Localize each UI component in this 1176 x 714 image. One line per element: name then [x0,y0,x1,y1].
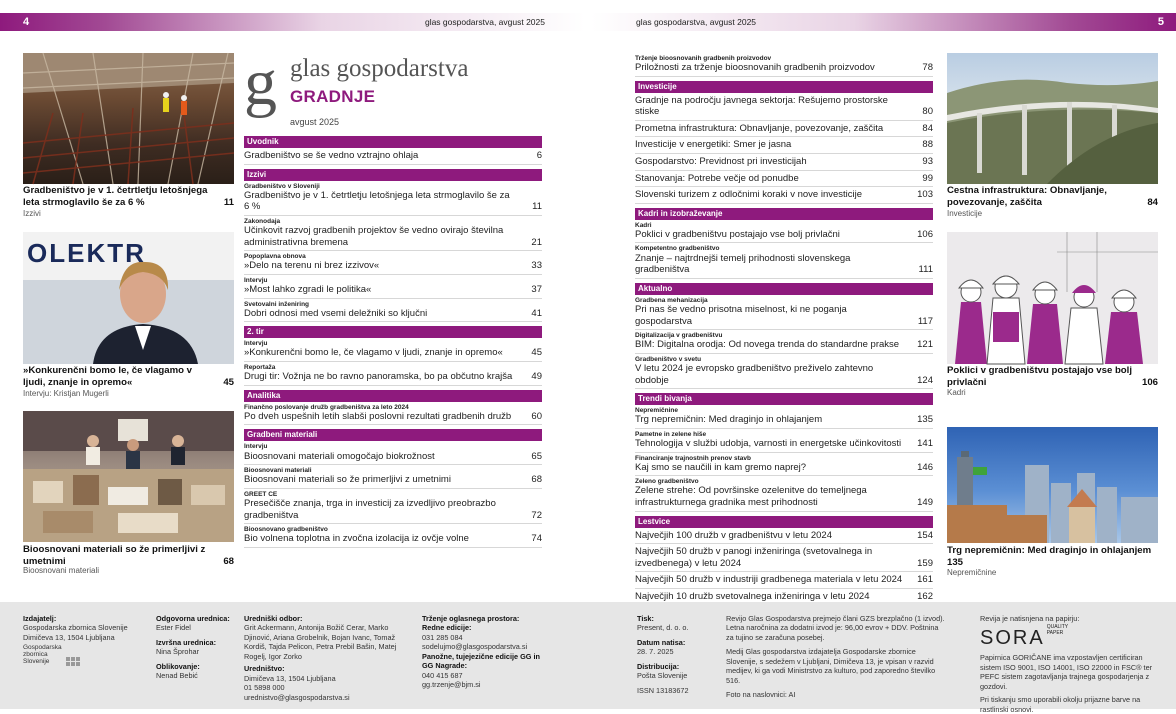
toc-entry[interactable] [244,474,542,489]
toc-entry-title: Učinkovit razvoj gradbenih projektov še vedno ovirajo številna administrativna bremena [244,225,504,248]
toc-right-column [635,53,933,609]
toc-entry-page: 121 [917,339,933,351]
toc-kicker: Gradbena mehanizacija [635,296,708,304]
toc-section-header: Lestvice [635,516,933,528]
skyline-illustration [947,427,1158,543]
feature-sub-1: Izzivi [23,209,41,218]
toc-entry[interactable] [635,139,933,154]
toc-entry-title: Bioosnovani materiali so že primerljivi z umetnimi [244,474,451,486]
toc-entry[interactable] [244,347,542,362]
toc-kicker: Kompetentno gradbeništvo [635,245,720,253]
toc-entry-page: 60 [531,410,542,422]
toc-entry-page: 93 [922,156,933,168]
toc-entry-title: Bioosnovani materiali omogočajo biokrožnost [244,450,435,462]
toc-kicker: Intervju [244,443,268,451]
toc-entry-page: 11 [532,201,542,213]
feature-title-6: Trg nepremičnin: Med draginjo in ohlajanjem [947,545,1152,556]
toc-entry-page: 33 [531,260,542,272]
toc-entry-page: 141 [917,437,933,449]
toc-kicker: Popoplavna obnova [244,253,306,261]
toc-entry[interactable] [635,253,933,279]
feature-sub-2: Intervju: Kristjan Mugerli [23,389,109,398]
toc-entry[interactable] [635,530,933,545]
toc-entry[interactable] [635,189,933,204]
photo-materials-panel [23,411,234,542]
photo-city-skyline [947,427,1158,543]
feature-title-4: Cestna infrastruktura: Obnavljanje, povezovanje, zaščita [947,185,1107,208]
toc-kicker: Bioosnovani materiali [244,467,312,475]
toc-entry-title: Gradnje na področju javnega sektorja: Rešujemo prostorske stiske [635,94,888,118]
feature-page-1: 11 [223,196,234,208]
feature-title-2: »Konkurenčni bomo le, če vlagamo v ljudi, znanje in opremo« [23,365,193,388]
toc-entry[interactable] [635,62,933,77]
workers-illustration [947,232,1158,364]
toc-entry-title: Drugi tir: Vožnja ne bo ravno panoramska, bo pa občutno krajša [244,371,513,383]
toc-entry-page: 154 [917,529,933,541]
toc-kicker: Kadri [635,221,652,229]
feature-caption-6 [947,545,1158,568]
toc-left-column [244,136,542,552]
toc-entry-title: BIM: Digitalna orodja: Od novega trenda do standardne prakse [635,339,900,351]
toc-entry[interactable] [244,284,542,299]
toc-entry-page: 99 [922,172,933,184]
running-title-right: glas gospodarstva, avgust 2025 [636,17,757,27]
toc-entry-title: V letu 2024 je evropsko gradbeništvo preživelo zahtevno obdobje [635,362,874,386]
toc-entry-title: »Konkurenčni bomo le, če vlagamo v ljudi, znanje in opremo« [244,347,503,359]
toc-kicker: Bioosnovano gradbeništvo [244,526,328,534]
toc-entry-page: 49 [531,371,542,383]
toc-entry-title: Zelene strehe: Od površinske ozelenitve do temeljnega infrastrukturnega gradnika mest prihodnosti [635,485,867,508]
toc-entry-page: 84 [922,122,933,134]
toc-section-header: Trendi bivanja [635,393,933,405]
toc-kicker: Pametne in zelene hiše [635,430,707,438]
feature-title-3: Bioosnovani materiali so že primerljivi z umetnimi [23,544,206,567]
masthead-logo-g: g [244,46,277,119]
toc-entry[interactable] [635,414,933,429]
feature-page-3: 68 [223,555,234,567]
toc-entry-page: 68 [531,474,542,486]
toc-kicker: Intervju [244,340,268,348]
feature-page-6: 135 [947,556,964,568]
toc-section-gap [244,550,542,552]
toc-entry[interactable] [635,95,933,121]
toc-entry-page: 103 [917,189,933,201]
masthead-date: avgust 2025 [290,117,340,127]
toc-kicker: Finančno poslovanje družb gradbeništva za leto 2024 [244,403,409,411]
toc-kicker: Svetovalni inženiring [244,300,310,308]
toc-entry[interactable] [635,438,933,453]
toc-entry[interactable] [635,339,933,354]
feature-caption-1 [23,185,234,208]
toc-entry-page: 80 [922,106,933,118]
toc-entry-page: 124 [917,374,933,386]
toc-entry[interactable] [635,173,933,188]
toc-kicker: Reportaža [244,364,276,372]
feature-caption-2 [23,365,234,388]
toc-entry-page: 78 [922,62,933,74]
gzs-logo: Gospodarska zbornica Slovenije [23,645,143,665]
toc-entry-title: Največjih 50 družb v industriji gradbenega materiala v letu 2024 [635,574,903,586]
sora-logo: SORA QUALITY PAPER [980,624,1068,650]
toc-kicker: Nepremičnine [635,407,678,415]
toc-entry[interactable] [635,462,933,477]
toc-entry-title: Znanje – najtrdnejši temelj prihodnosti slovenskega gradbeništva [635,252,851,276]
toc-kicker: Financiranje trajnostnih prenov stavb [635,454,751,462]
toc-entry-page: 45 [531,347,542,359]
toc-entry[interactable] [635,546,933,572]
toc-kicker: Gradbeništvo v Sloveniji [244,182,320,190]
toc-entry[interactable] [635,156,933,171]
imprint-advertising: Trženje oglasnega prostora: Redne edicije: 031 285 084 sodelujmo@glasgospodarstva.si Panožne, tujejezične edicije GG in GG Nagrade: 040 415 687 gg.trzenje@bjm.si [422,614,540,690]
toc-entry-title: Kaj smo se naučili in kam gremo naprej? [635,461,807,473]
toc-entry[interactable] [244,190,542,216]
toc-section-header: Izzivi [244,169,542,181]
feature-title-5: Poklici v gradbeništvu postajajo vse bolj privlačni [947,365,1132,388]
toc-entry-title: Trg nepremičnin: Med draginjo in ohlajanjem [635,414,823,426]
imprint-info: Revijo Glas Gospodarstva prejmejo člani GZS brezplačno (1 izvod). Letna naročnina za dodatni izvod je: 96,00 evrov + DDV. Poštnina za tujino se zaračuna posebej. Medij Glas gospodarstva izdajatelja Gospodarske zbornice Slovenije, s sedežem v Ljubljani, Dimičeva 13, je vpisan v razvid medijev, ki ga vodi Ministrstvo za kulturo, pod zaporedno številko 516. Foto na naslovnici: AI [726,614,945,700]
toc-entry-title: Največjih 50 družb v panogi inženiringa (svetovalnega in izvedbenega) v letu 2024 [635,546,873,569]
top-bar-right [591,13,1176,31]
feature-sub-6: Nepremičnine [947,568,997,577]
toc-entry-title: Največjih 100 družb v gradbeništvu v letu 2024 [635,529,832,541]
toc-entry-title: Presečišče znanja, trga in investicij za izvedljivo preobrazbo gradbeništva [244,498,496,521]
toc-section-header: Investicije [635,81,933,93]
toc-section-header: Aktualno [635,283,933,295]
photo-viaduct [947,53,1158,184]
toc-entry[interactable] [635,485,933,511]
photo-interview-portrait [23,232,234,364]
page-number-right: 5 [1157,16,1164,28]
toc-entry[interactable] [244,371,542,386]
toc-kicker: Trženje bioosnovanih gradbenih proizvodov [635,55,772,62]
toc-entry[interactable] [244,498,542,524]
materials-illustration [23,411,234,542]
toc-kicker: Digitalizacija v gradbeništvu [635,332,723,340]
toc-kicker: Zakonodaja [244,217,281,225]
toc-entry-page: 21 [531,236,542,248]
toc-entry-page: 88 [922,139,933,151]
feature-page-5: 106 [1141,376,1158,388]
top-bar-left [0,13,585,31]
toc-entry-title: Največjih 10 družb svetovalnega inženiringa v letu 2024 [635,590,870,602]
feature-caption-3 [23,544,234,567]
toc-entry-page: 74 [531,533,542,545]
toc-entry[interactable] [635,574,933,589]
construction-illustration [23,53,234,184]
toc-entry-title: Gospodarstvo: Previdnost pri investicijah [635,156,807,168]
toc-entry-page: 6 [536,150,542,161]
feature-page-4: 84 [1147,196,1158,208]
imprint-board: Uredniški odbor: Grit Ackermann, Antonija Božič Cerar, Marko Djinović, Ariana Grobelnik, Bojan Ivanc, Tomaž Kordiš, Tajda Pelicon, Petra Prebil Bašin, Matej Rogelj, Igor Zorko Uredništvo: Dimičeva 13, 1504 Ljubljana 01 5898 000 urednistvo@glasgospodarstva.si [244,614,397,702]
imprint-print: Tisk: Present, d. o. o. Datum natisa: 28. 7. 2025 Distribucija: Pošta Slovenije ISSN 13183672 [637,614,689,695]
toc-entry-page: 65 [531,450,542,462]
toc-entry[interactable] [244,260,542,275]
feature-sub-3: Bioosnovani materiali [23,566,100,575]
toc-entry[interactable] [635,123,933,138]
toc-entry-page: 72 [531,509,542,521]
toc-entry-page: 41 [531,307,542,319]
toc-section-header: Uvodnik [244,136,542,148]
toc-entry-title: Dobri odnosi med vsemi deležniki so ključni [244,307,428,319]
feature-page-2: 45 [223,376,234,388]
toc-entry-page: 146 [917,461,933,473]
toc-entry-page: 111 [918,264,933,276]
toc-entry-title: Gradbeništvo se še vedno vztrajno ohlaja [244,150,419,161]
toc-entry-page: 135 [917,414,933,426]
toc-section-header: Kadri in izobraževanje [635,208,933,220]
toc-entry-page: 162 [917,590,933,602]
feature-sub-4: Investicije [947,209,983,218]
toc-entry-title: Tehnologija v službi udobja, varnosti in energetske učinkovitosti [635,437,902,449]
photo-workers-illustration [947,232,1158,364]
feature-caption-5 [947,365,1158,388]
imprint-publisher: Izdajatelj: Gospodarska zbornica Slovenije Dimičeva 13, 1504 Ljubljana Gospodarska zbornica Slovenije [23,614,143,666]
toc-entry[interactable] [244,308,542,323]
feature-caption-4 [947,185,1158,208]
page-number-left: 4 [23,16,30,28]
toc-entry-title: Pri nas še vedno prisotna miselnost, ki ne poganja gospodarstva [635,303,847,327]
imprint-paper: Revija je natisnjena na papirju: SORA QUALITY PAPER Papirnica GORIČANE ima vzpostavljen certificiran sistem ISO 9001, ISO 14001, ISO 22000 in FSC® ter PEFC sistem zagotavljanja trajnega gospodarjenja z gozdovi. Pri tiskanju smo uporabili okolju prijazne barve na rastlinski osnovi. [980,614,1160,714]
toc-entry[interactable] [635,304,933,330]
imprint-footer [0,602,1176,714]
toc-entry-title: Investicije v energetiki: Smer je jasna [635,139,792,151]
toc-entry[interactable] [635,363,933,389]
toc-entry-title: Gradbeništvo je v 1. četrtletju letošnjega leta strmoglavilo še za 6 % [244,189,510,213]
toc-entry-title: Poklici v gradbeništvu postajajo vse bolj privlačni [635,228,840,240]
toc-entry-title: Bio volnena toplotna in zvočna izolacija iz ovčje volne [244,533,469,545]
toc-entry[interactable] [244,150,542,165]
toc-entry-page: 117 [917,315,933,327]
feature-title-1: Gradbeništvo je v 1. četrtletju letošnjega leta strmoglavilo še za 6 % [23,185,208,208]
toc-entry-page: 159 [917,557,933,569]
toc-entry-title: Priložnosti za trženje bioosnovanih gradbenih proizvodov [635,62,875,74]
toc-kicker: Gradbeništvo v svetu [635,355,702,363]
toc-entry-title: »Most lahko zgradi le politika« [244,284,372,296]
masthead-section: GRADNJE [290,87,376,106]
toc-section-header: 2. tir [244,326,542,338]
toc-kicker: GREET CE [244,490,278,498]
toc-entry-page: 106 [917,228,933,240]
masthead-title: glas gospodarstva [290,55,469,82]
toc-entry[interactable] [244,451,542,466]
toc-entry-title: »Delo na terenu ni brez izzivov« [244,260,380,272]
toc-entry[interactable] [244,225,542,251]
running-title-left: glas gospodarstva, avgust 2025 [424,17,545,27]
toc-entry-title: Slovenski turizem z odločnimi koraki v nove investicije [635,189,863,201]
toc-entry-title: Stanovanja: Potrebe večje od ponudbe [635,172,799,184]
toc-kicker: Zeleno gradbeništvo [635,478,699,486]
photo-construction-site [23,53,234,184]
toc-section-header: Gradbeni materiali [244,429,542,441]
toc-entry[interactable] [244,411,542,426]
viaduct-illustration [947,53,1158,184]
toc-section-header: Analitika [244,390,542,402]
toc-entry-title: Po dveh uspešnih letih slabši poslovni rezultati gradbenih družb [244,410,512,422]
toc-entry-page: 37 [531,284,542,296]
toc-entry-page: 149 [917,496,933,508]
toc-entry[interactable] [635,229,933,244]
sign-lettering: OLEKTR [27,238,146,268]
toc-entry-title: Prometna infrastruktura: Obnavljanje, povezovanje, zaščita [635,122,884,134]
toc-kicker: Intervju [244,276,268,284]
toc-entry[interactable] [244,533,542,548]
feature-sub-5: Kadri [947,388,966,397]
imprint-editors: Odgovorna urednica: Ester Fidel Izvršna urednica: Nina Šprohar Oblikovanje: Nenad Bebić [156,614,230,681]
toc-entry-page: 161 [917,574,933,586]
